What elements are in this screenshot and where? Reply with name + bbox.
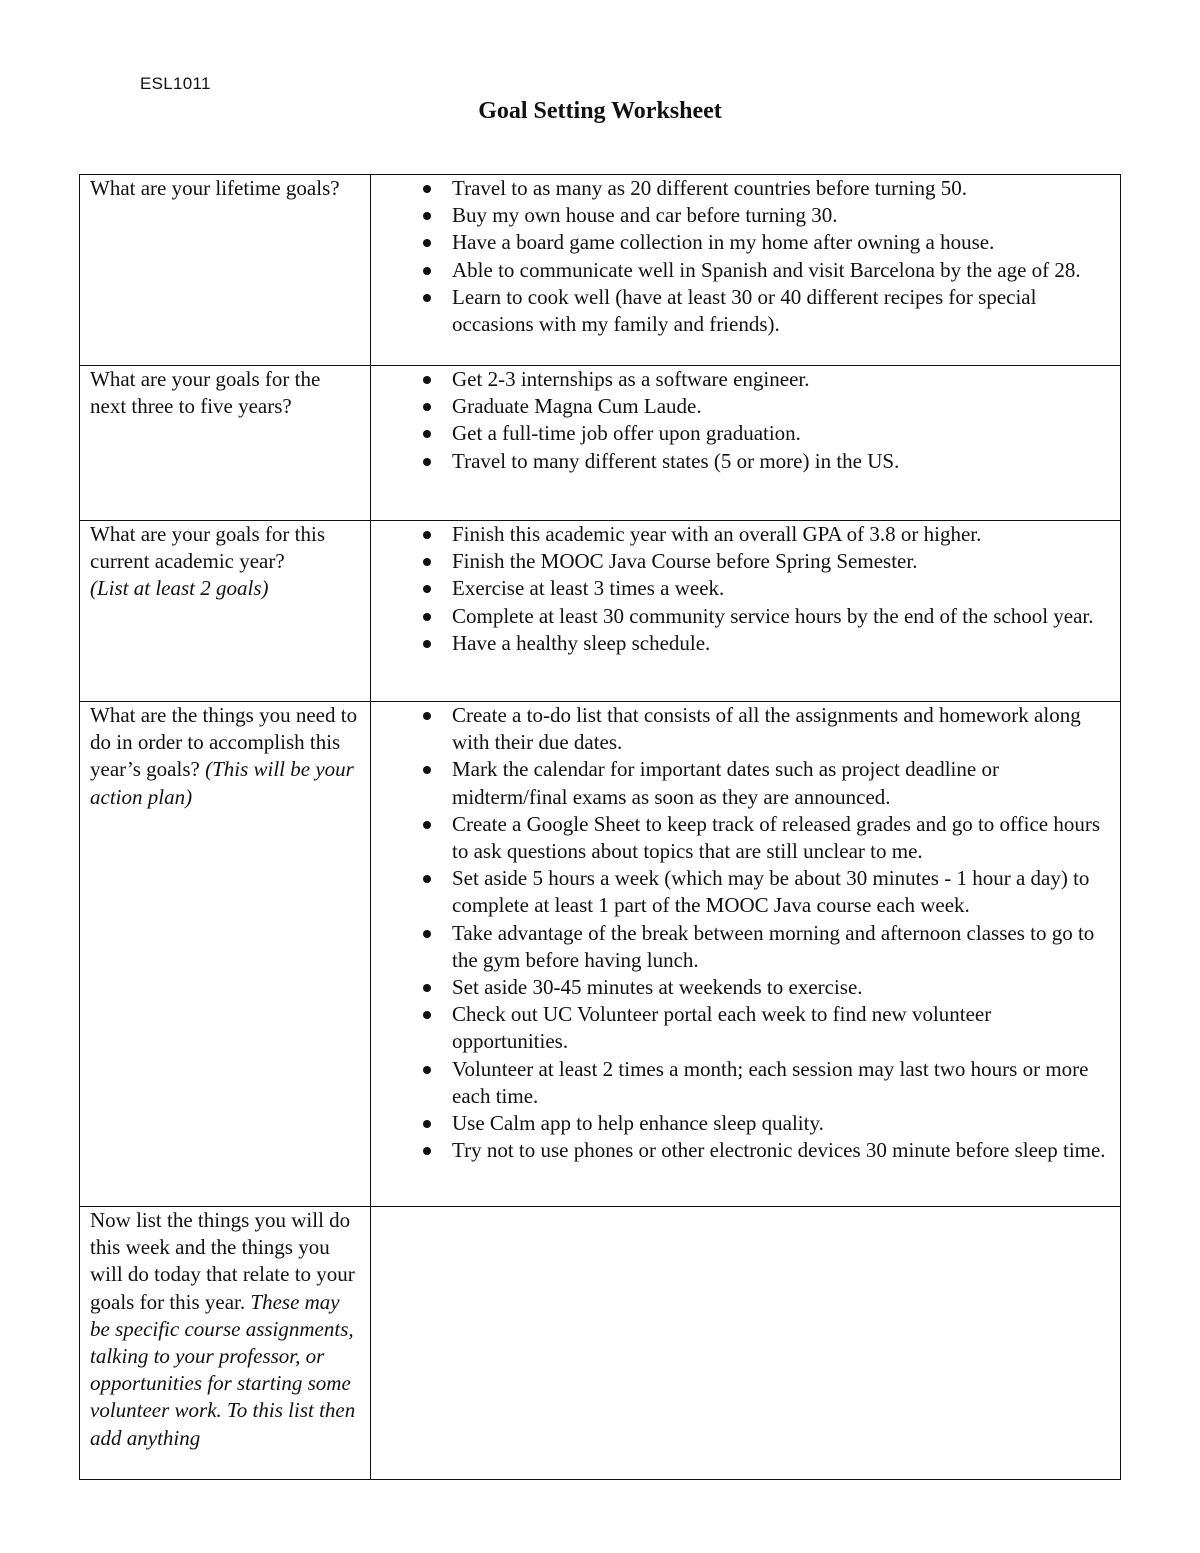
list-item: Mark the calendar for important dates such as project deadline or midterm/final exams as soon as they are announced. [452, 756, 1110, 810]
list-item: Finish this academic year with an overall GPA of 3.8 or higher. [452, 521, 1110, 548]
prompt-text: What are the things you need to do in order to accomplish this year’s goals? [90, 703, 358, 782]
list-item: Get 2-3 internships as a software engineer. [452, 366, 1110, 393]
list-item: Graduate Magna Cum Laude. [452, 393, 1110, 420]
list-item: Able to communicate well in Spanish and visit Barcelona by the age of 28. [452, 257, 1110, 284]
goal-list [371, 521, 1110, 657]
table-row [80, 366, 1121, 521]
goal-list [371, 366, 1110, 475]
list-item: Complete at least 30 community service hours by the end of the school year. [452, 603, 1110, 630]
page-title: Goal Setting Worksheet [478, 98, 722, 124]
prompt-cell [80, 175, 371, 366]
answer-cell [371, 175, 1121, 366]
answer-cell [371, 702, 1121, 1207]
list-item: Get a full-time job offer upon graduation. [452, 420, 1110, 447]
prompt-text: What are your goals for this current academic year? [90, 522, 326, 574]
list-item: Exercise at least 3 times a week. [452, 575, 1110, 602]
list-item: Travel to as many as 20 different countries before turning 50. [452, 175, 1110, 202]
goal-list [371, 175, 1110, 338]
list-item: Set aside 5 hours a week (which may be about 30 minutes - 1 hour a day) to complete at least 1 part of the MOOC Java course each week. [452, 865, 1110, 919]
list-item: Volunteer at least 2 times a month; each session may last two hours or more each time. [452, 1056, 1110, 1110]
prompt-text: What are your lifetime goals? [90, 176, 340, 200]
table-row [80, 175, 1121, 366]
list-item: Create a to-do list that consists of all the assignments and homework along with their due dates. [452, 702, 1110, 756]
list-item: Buy my own house and car before turning 30. [452, 202, 1110, 229]
goal-list [371, 702, 1110, 1164]
list-item: Check out UC Volunteer portal each week to find new volunteer opportunities. [452, 1001, 1110, 1055]
prompt-note: (This will be your action plan) [90, 757, 354, 809]
list-item: Learn to cook well (have at least 30 or 40 different recipes for special occasions with my family and friends). [452, 284, 1110, 338]
prompt-cell [80, 702, 371, 1207]
prompt-note: (List at least 2 goals) [90, 576, 269, 601]
list-item: Create a Google Sheet to keep track of released grades and go to office hours to ask questions about topics that are still unclear to me. [452, 811, 1110, 865]
table-row [80, 521, 1121, 702]
prompt-cell [80, 521, 371, 702]
list-item: Finish the MOOC Java Course before Spring Semester. [452, 548, 1110, 575]
answer-cell-empty [371, 1207, 1121, 1480]
table-row [80, 1207, 1121, 1480]
prompt-cell [80, 1207, 371, 1480]
goal-table [79, 174, 1121, 1480]
list-item: Have a board game collection in my home after owning a house. [452, 229, 1110, 256]
list-item: Take advantage of the break between morning and afternoon classes to go to the gym before having lunch. [452, 920, 1110, 974]
prompt-cell [80, 366, 371, 521]
answer-cell [371, 366, 1121, 521]
list-item: Try not to use phones or other electronic devices 30 minute before sleep time. [452, 1137, 1110, 1164]
list-item: Use Calm app to help enhance sleep quality. [452, 1110, 1110, 1137]
list-item: Set aside 30-45 minutes at weekends to exercise. [452, 974, 1110, 1001]
table-row [80, 702, 1121, 1207]
prompt-note: These may be specific course assignments, talking to your professor, or opportunities for starting some volunteer work. To this list then add anything [90, 1289, 356, 1450]
prompt-text: Now list the things you will do this week and the things you will do today that relate to your goals for this year. [90, 1208, 355, 1314]
answer-cell [371, 521, 1121, 702]
prompt-text: What are your goals for the next three to five years? [90, 367, 321, 419]
list-item: Travel to many different states (5 or more) in the US. [452, 448, 1110, 475]
course-code: ESL1011 [140, 74, 211, 93]
list-item: Have a healthy sleep schedule. [452, 630, 1110, 657]
